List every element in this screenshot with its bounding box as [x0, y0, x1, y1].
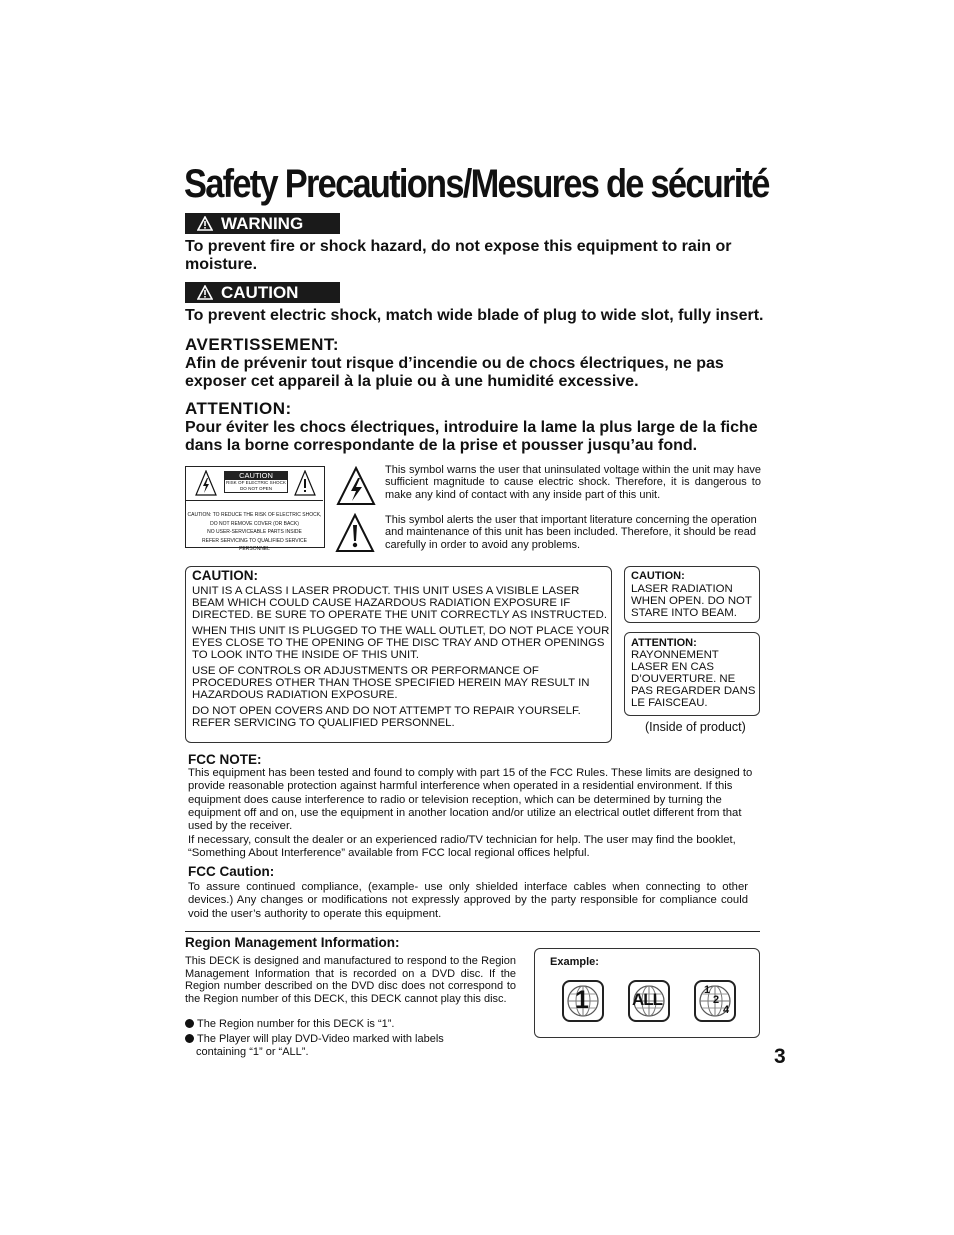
page-title: Safety Precautions/Mesures de sécurité [184, 162, 769, 206]
region-heading: Region Management Information: [185, 935, 400, 950]
attention-heading: ATTENTION: [185, 399, 292, 418]
fcc-caution-text: To assure continued compliance, (example- use only shielded interface cables when connecting to other devices.) Any changes or modifications not expressly approved by the party responsible for compliance could void the user’s authority to operate this equipment. [188, 881, 748, 920]
fcc-caution-heading: FCC Caution: [188, 864, 275, 879]
disc-label: 4 [723, 1004, 730, 1016]
avertissement-heading: AVERTISSEMENT: [185, 335, 340, 354]
bullet-text: The Region number for this DECK is “1”. [197, 1018, 395, 1030]
inside-label: (Inside of product) [645, 720, 746, 734]
laser-caution-box [185, 566, 612, 743]
side-attention-heading: ATTENTION: [631, 637, 697, 649]
divider [185, 931, 760, 932]
region-bullet-2 [185, 1033, 444, 1046]
bullet-text: The Player will play DVD-Video marked with labels [197, 1033, 444, 1045]
avertissement-text: Afin de prévenir tout risque d’incendie ou de chocs électriques, ne pas exposer cet appareil à la pluie ou à une humidité excessive. [185, 355, 724, 390]
laser-caution-heading: CAUTION: [192, 568, 258, 583]
lightning-symbol-icon [336, 466, 376, 506]
laser-caution-body [192, 585, 610, 733]
bullet-icon [185, 1019, 194, 1028]
label-risk-line2: DO NOT OPEN [239, 486, 273, 491]
label-line: CAUTION: TO REDUCE THE RISK OF ELECTRIC SHOCK, [187, 512, 322, 518]
label-line: REFER SERVICING TO QUALIFIED SERVICE PERSONNEL [202, 537, 307, 552]
region-1-disc-icon [562, 980, 604, 1022]
label-line: NO USER-SERVICEABLE PARTS INSIDE [207, 529, 302, 535]
exclamation-triangle-icon [294, 470, 316, 496]
caution-label: CAUTION [221, 283, 299, 302]
caution-text: To prevent electric shock, match wide blade of plug to wide slot, fully insert. [185, 307, 764, 324]
caution-label-graphic [185, 466, 325, 552]
disc-label: ALL [632, 990, 663, 1009]
warning-label: WARNING [221, 214, 304, 233]
region-text: This DECK is designed and manufactured to respond to the Region Management Information that is recorded on a DVD disc. If the Region number described on the DVD disc does not correspond to the Region number of this DECK, this DECK cannot play this disc. [185, 955, 516, 1005]
label-text-block [186, 511, 323, 554]
laser-caution-paragraph: DO NOT OPEN COVERS AND DO NOT ATTEMPT TO REPAIR YOURSELF. REFER SERVICING TO QUALIFIED PERSONNEL. [192, 705, 581, 729]
side-caution-box [624, 566, 760, 623]
bullet-icon [185, 1034, 194, 1043]
side-caution-heading: CAUTION: [631, 570, 685, 582]
exclamation-symbol-icon [335, 513, 375, 553]
warning-banner [185, 213, 340, 234]
exclamation-symbol-text: This symbol alerts the user that important literature concerning the operation and maintenance of this unit has been included. Therefore, it should be read carefully in order to avoid any problems. [385, 514, 757, 551]
disc-label: 1 [575, 986, 589, 1014]
warning-triangle-icon [197, 284, 213, 305]
disc-label: 2 [713, 994, 720, 1006]
side-caution-text: LASER RADIATION WHEN OPEN. DO NOT STARE INTO BEAM. [631, 583, 752, 619]
disc-label: 1 [704, 984, 711, 996]
region-bullet-2-cont: containing “1” or “ALL”. [196, 1046, 309, 1058]
fcc-note-text-2: If necessary, consult the dealer or an experienced radio/TV technician for help. The user may find the booklet, “Something About Interference” available from FCC local regional offices helpful. [188, 834, 736, 860]
page-number: 3 [774, 1045, 786, 1068]
laser-caution-paragraph: USE OF CONTROLS OR ADJUSTMENTS OR PERFORMANCE OF PROCEDURES OTHER THAN THOSE SPECIFIED HEREIN MAY RESULT IN HAZARDOUS RADIATION EXPOSURE. [192, 665, 590, 701]
side-attention-text: RAYONNEMENT LASER EN CAS D’OUVERTURE. NE PAS REGARDER DANS LE FAISCEAU. [631, 649, 756, 709]
example-label: Example: [550, 956, 599, 968]
label-caution-box [224, 471, 288, 493]
laser-caution-paragraph: UNIT IS A CLASS I LASER PRODUCT. THIS UNIT USES A VISIBLE LASER BEAM WHICH COULD CAUSE HAZARDOUS RADIATION EXPOSURE IF DIRECTED. BE SURE TO OPERATE THE UNIT CORRECTLY AS INSTRUCTED. [192, 585, 607, 621]
laser-caution-paragraph: WHEN THIS UNIT IS PLUGGED TO THE WALL OUTLET, DO NOT PLACE YOUR EYES CLOSE TO THE OPENING OF THE DISC TRAY AND OTHER OPENINGS TO LOOK INTO THE INSIDE OF THIS UNIT. [192, 625, 610, 661]
warning-triangle-icon [197, 215, 213, 236]
fcc-note-text: This equipment has been tested and found to comply with part 15 of the FCC Rules. These limits are designed to provide reasonable protection against harmful interference when operated in a residential environment. If this equipment does cause interference to radio or television reception, which can be determined by turning the equipment off and on, use the equipment in another location and/or utilize an electrical outlet different from that used by the receiver. [188, 767, 753, 833]
region-124-disc-icon [694, 980, 736, 1022]
fcc-note-heading: FCC NOTE: [188, 752, 262, 767]
caution-banner [185, 282, 340, 303]
region-bullet-1 [185, 1018, 394, 1031]
side-attention-box [624, 632, 760, 716]
warning-text: To prevent fire or shock hazard, do not expose this equipment to rain or moisture. [185, 238, 732, 273]
label-risk-line1: RISK OF ELECTRIC SHOCK [226, 480, 286, 485]
label-caution-title: CAUTION [225, 472, 287, 480]
region-all-disc-icon [628, 980, 670, 1022]
lightning-symbol-text: This symbol warns the user that uninsulated voltage within the unit may have sufficient magnitude to cause electric shock. Therefore, it is dangerous to make any kind of contact with any inside part of this unit. [385, 464, 761, 501]
attention-text: Pour éviter les chocs électriques, introduire la lame la plus large de la fiche dans la borne correspondante de la prise et pousser jusqu’au fond. [185, 419, 758, 454]
label-line: DO NOT REMOVE COVER (OR BACK) [210, 520, 299, 527]
lightning-triangle-icon [195, 470, 217, 496]
